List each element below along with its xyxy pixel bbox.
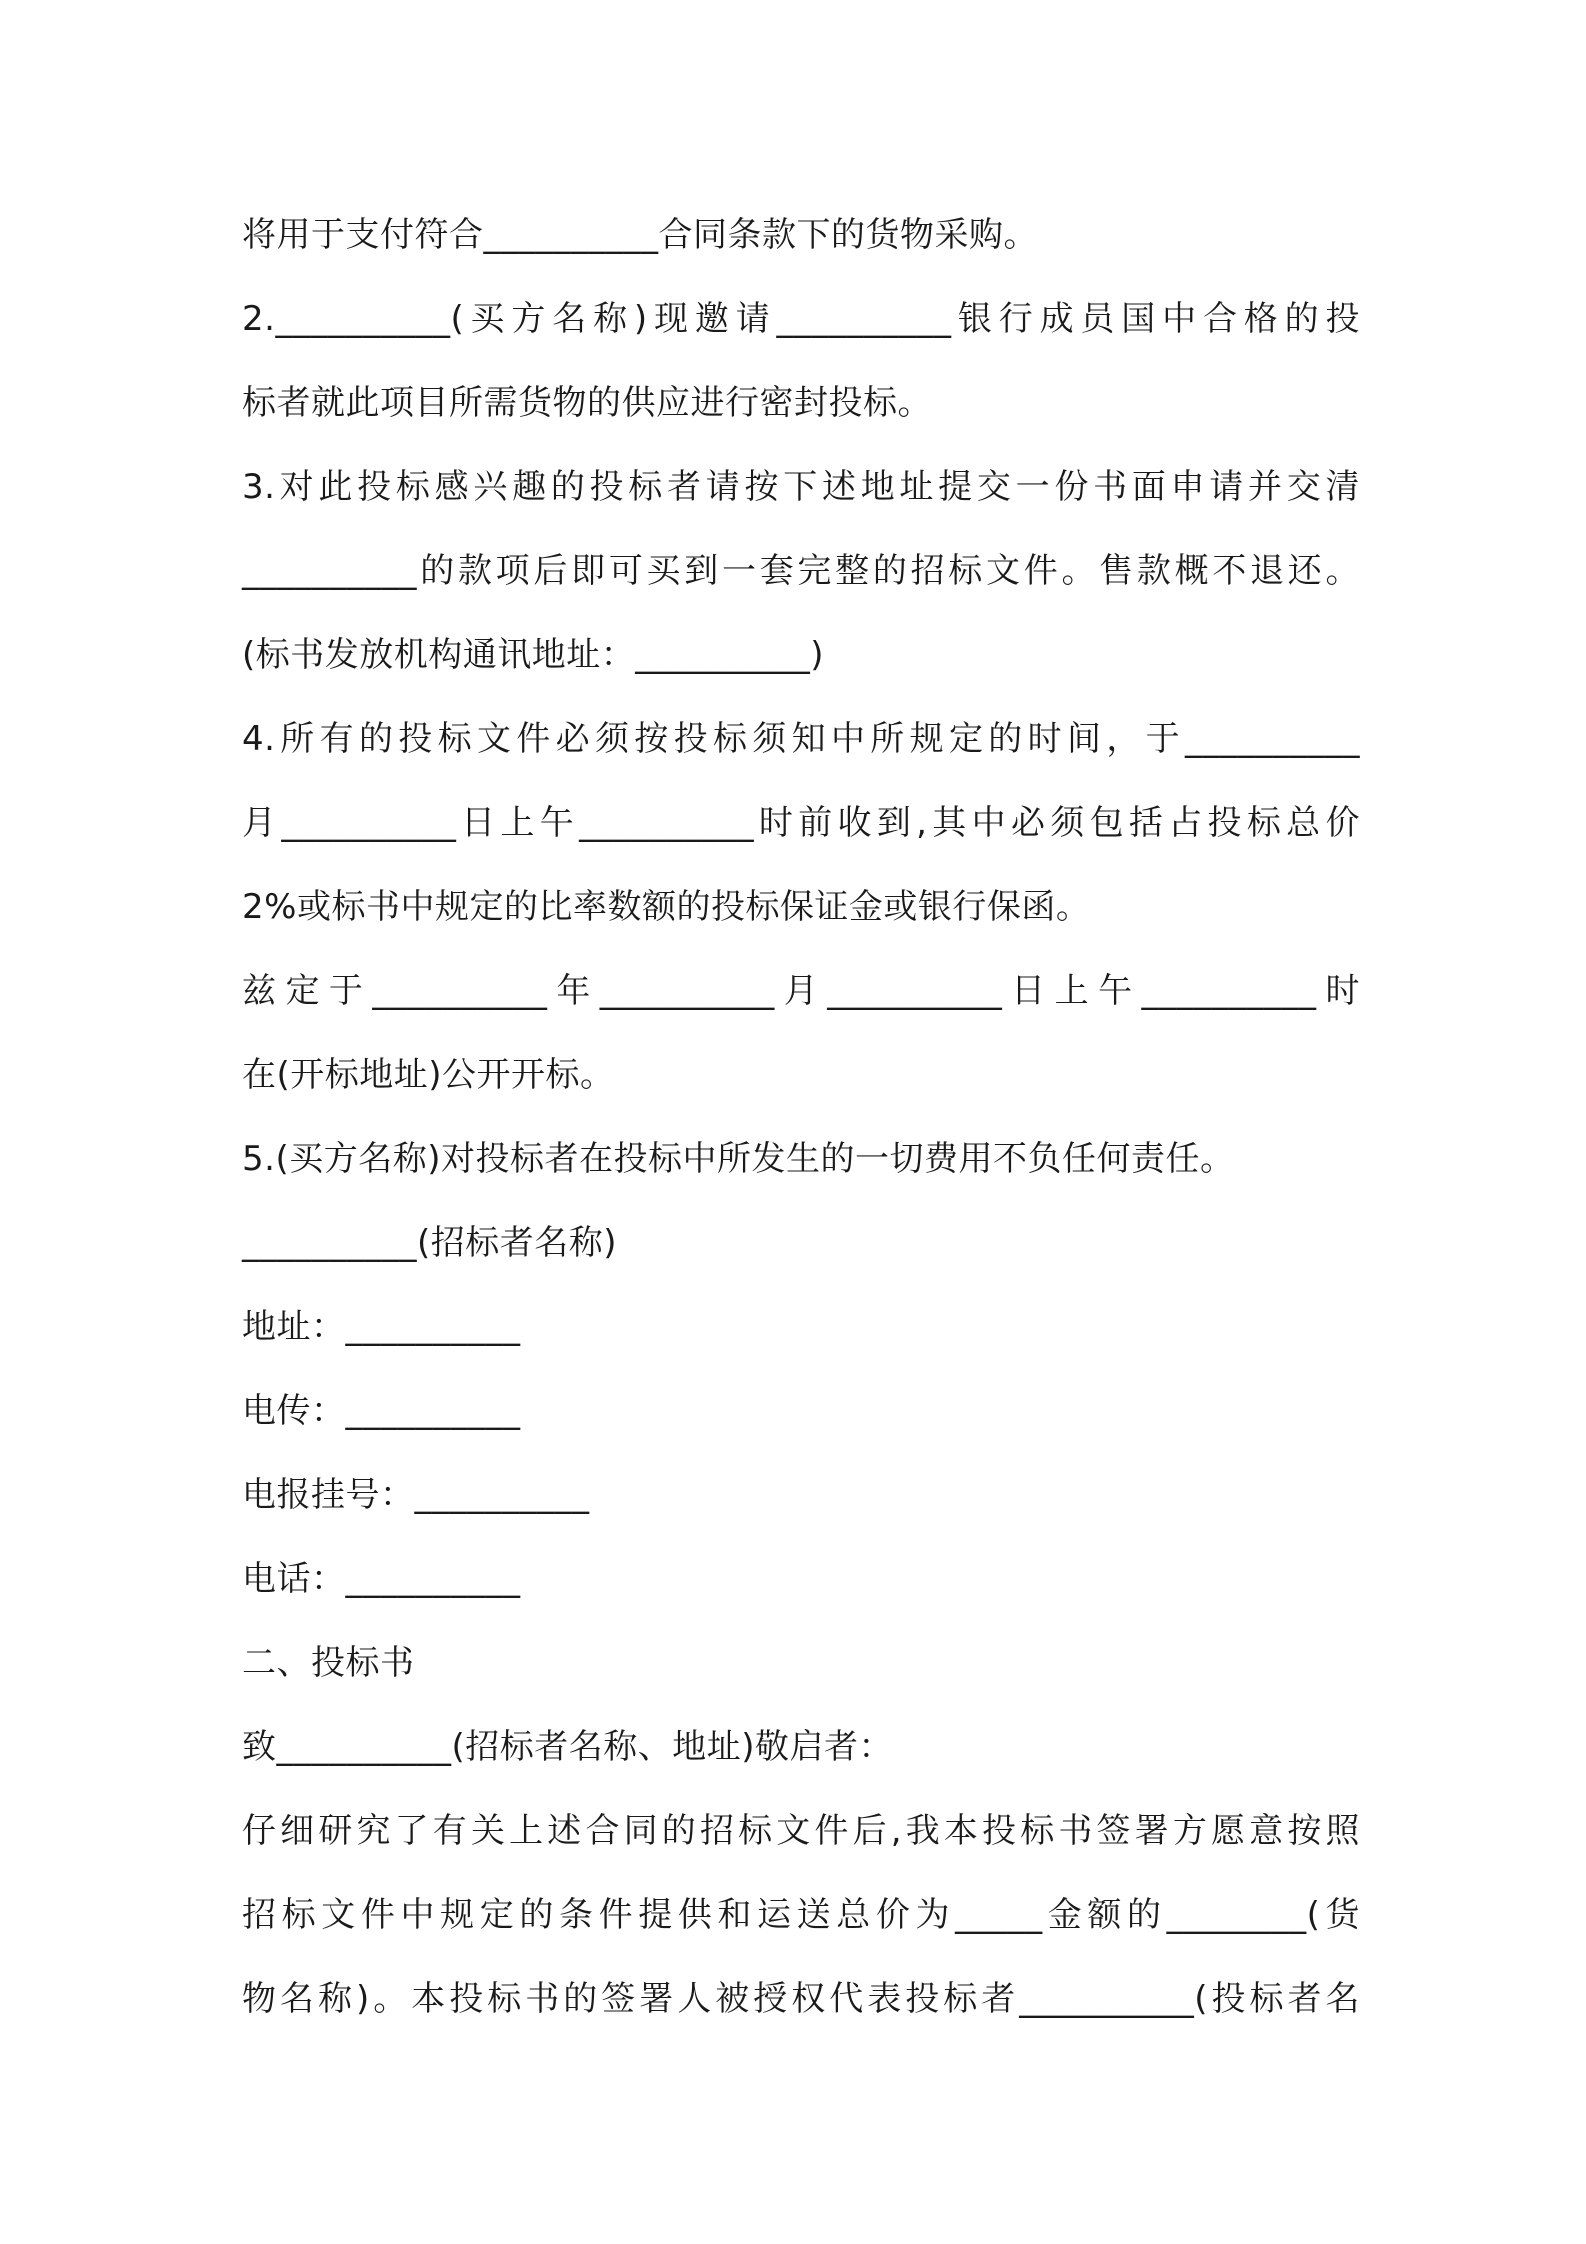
paragraph-line: 兹定于__________年__________月__________日上午__________时 (242, 971, 1360, 1011)
paragraph-line: 月__________日上午__________时前收到,其中必须包括占投标总价 (242, 803, 1360, 843)
paragraph-line: 5.(买方名称)对投标者在投标中所发生的一切费用不负任何责任。 (242, 1139, 1235, 1179)
paragraph-line: 仔细研究了有关上述合同的招标文件后,我本投标书签署方愿意按照 (242, 1811, 1360, 1851)
paragraph-line: 物名称)。本投标书的签署人被授权代表投标者__________(投标者名 (242, 1979, 1360, 2019)
paragraph-line: 标者就此项目所需货物的供应进行密封投标。 (242, 383, 932, 423)
telex-line: 电传：__________ (242, 1391, 521, 1431)
paragraph-line: 4.所有的投标文件必须按投标须知中所规定的时间，于__________ (242, 719, 1360, 759)
paragraph-line: 将用于支付符合__________合同条款下的货物采购。 (242, 215, 1038, 255)
paragraph-line: 招标文件中规定的条件提供和运送总价为_____金额的________(货 (242, 1895, 1360, 1935)
section-heading: 二、投标书 (242, 1643, 415, 1683)
paragraph-line: 2.__________(买方名称)现邀请__________银行成员国中合格的投 (242, 299, 1360, 339)
cable-address-line: 电报挂号：__________ (242, 1475, 590, 1515)
salutation-line: 致__________(招标者名称、地址)敬启者： (242, 1727, 894, 1767)
paragraph-line: 3.对此投标感兴趣的投标者请按下述地址提交一份书面申请并交清 (242, 467, 1360, 507)
paragraph-line: 在(开标地址)公开开标。 (242, 1055, 615, 1095)
document-body (242, 193, 1360, 2041)
paragraph-line: 2%或标书中规定的比率数额的投标保证金或银行保函。 (242, 887, 1091, 927)
signature-block-line: __________(招标者名称) (242, 1223, 618, 1263)
paragraph-line: __________的款项后即可买到一套完整的招标文件。售款概不退还。 (242, 551, 1360, 591)
address-line: 地址：__________ (242, 1307, 521, 1347)
telephone-line: 电话：__________ (242, 1559, 521, 1599)
paragraph-line: (标书发放机构通讯地址：__________) (242, 635, 825, 675)
